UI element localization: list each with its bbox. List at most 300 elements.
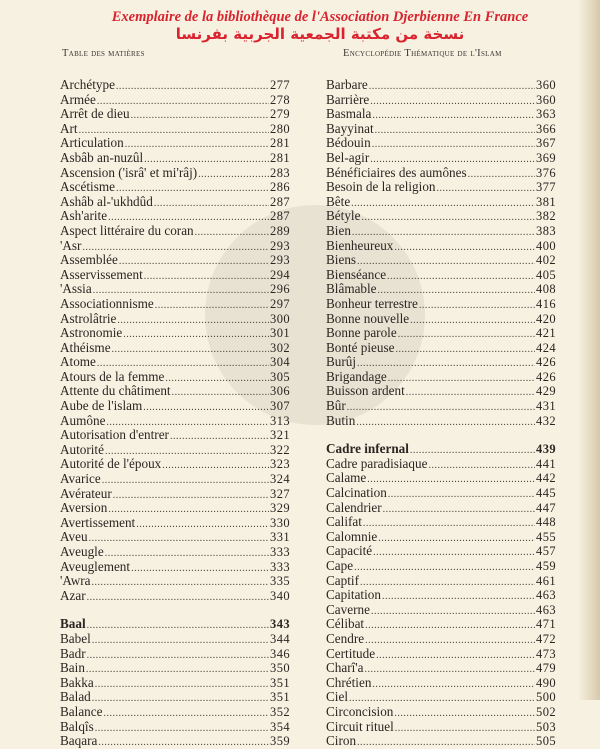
toc-entry-page-number: 278 <box>270 92 290 107</box>
toc-entry[interactable] <box>60 151 290 166</box>
toc-entry-term: Balance <box>60 704 103 719</box>
toc-entry-page-number: 351 <box>270 675 290 690</box>
toc-entry[interactable] <box>326 107 556 122</box>
toc-entry-term: Chrétien <box>326 675 372 690</box>
toc-entry[interactable] <box>60 282 290 297</box>
dot-leader <box>108 211 269 224</box>
toc-entry-page-number: 500 <box>536 690 556 705</box>
dot-leader <box>86 663 269 676</box>
toc-entry-term: Butin <box>326 413 356 428</box>
toc-entry-term: Cendre <box>326 631 365 646</box>
dot-leader <box>105 445 269 458</box>
toc-entry[interactable] <box>60 720 290 735</box>
dot-leader <box>395 722 535 735</box>
group-separator <box>326 428 556 442</box>
toc-entry-page-number: 448 <box>536 515 556 530</box>
toc-entry[interactable] <box>326 617 556 632</box>
toc-entry-page-number: 400 <box>536 238 556 253</box>
toc-entry-page-number: 369 <box>536 150 556 165</box>
toc-entry-term: Asservissement <box>60 267 143 282</box>
toc-entry[interactable] <box>326 297 556 312</box>
dot-leader <box>113 489 269 502</box>
toc-entry[interactable] <box>60 224 290 239</box>
toc-entry[interactable] <box>326 486 556 501</box>
toc-entry-page-number: 429 <box>536 384 556 399</box>
toc-entry-page-number: 472 <box>536 631 556 646</box>
toc-entry-page-number: 447 <box>536 500 556 515</box>
toc-entry-term: Caverne <box>326 602 370 617</box>
toc-entry[interactable] <box>326 355 556 370</box>
toc-entry-term: Baqara <box>60 734 98 749</box>
toc-entry[interactable] <box>326 326 556 341</box>
dot-leader <box>419 299 535 312</box>
toc-entry-page-number: 376 <box>536 165 556 180</box>
dot-leader <box>155 299 269 312</box>
toc-entry[interactable] <box>326 720 556 735</box>
dot-leader <box>93 284 269 297</box>
toc-entry-page-number: 503 <box>536 719 556 734</box>
toc-entry-term: Avérateur <box>60 486 112 501</box>
toc-entry-page-number: 455 <box>536 529 556 544</box>
toc-entry[interactable] <box>60 384 290 399</box>
dot-leader <box>136 518 269 531</box>
dot-leader <box>144 153 269 166</box>
toc-entry-term: Aspect littéraire du coran <box>60 223 194 238</box>
toc-entry-term: Capitation <box>326 588 381 603</box>
toc-entry-term: Astronomie <box>60 326 123 341</box>
toc-entry[interactable] <box>326 442 556 457</box>
toc-entry-page-number: 324 <box>270 472 290 487</box>
toc-entry-term: Bénéficiaires des aumônes <box>326 165 467 180</box>
dot-leader <box>378 532 535 545</box>
dot-leader <box>103 707 269 720</box>
dot-leader <box>437 182 536 195</box>
toc-entry[interactable] <box>60 253 290 268</box>
toc-entry[interactable] <box>60 574 290 589</box>
toc-entry-term: Cape <box>326 559 354 573</box>
toc-entry-page-number: 287 <box>270 209 290 224</box>
toc-entry-page-number: 279 <box>270 107 290 122</box>
dot-leader <box>357 255 535 268</box>
toc-entry[interactable] <box>326 588 556 603</box>
toc-entry-page-number: 463 <box>536 602 556 617</box>
toc-entry[interactable] <box>60 399 290 414</box>
toc-entry[interactable] <box>326 136 556 151</box>
toc-entry[interactable] <box>326 253 556 268</box>
toc-entry[interactable] <box>60 705 290 720</box>
toc-entry[interactable] <box>60 180 290 195</box>
toc-entry-page-number: 473 <box>536 646 556 661</box>
toc-column-right <box>326 78 556 749</box>
toc-entry-page-number: 286 <box>270 180 290 195</box>
toc-entry[interactable] <box>326 414 556 429</box>
toc-entry[interactable] <box>326 224 556 239</box>
toc-entry[interactable] <box>326 151 556 166</box>
dot-leader <box>360 576 535 589</box>
dot-leader <box>365 634 535 647</box>
toc-entry-page-number: 344 <box>270 631 290 646</box>
toc-entry-page-number: 287 <box>270 194 290 209</box>
toc-entry[interactable] <box>60 122 290 137</box>
toc-entry-page-number: 281 <box>270 136 290 151</box>
toc-entry-term: Arrêt de dieu <box>60 107 130 122</box>
dot-leader <box>91 576 269 589</box>
toc-entry-page-number: 277 <box>270 78 290 92</box>
toc-entry[interactable] <box>60 136 290 151</box>
toc-entry-page-number: 402 <box>536 253 556 268</box>
stamp-french: Exemplaire de la bibliothèque de l'Association Djerbienne En France <box>111 9 529 25</box>
dot-leader <box>125 138 269 151</box>
toc-entry-term: Ciel <box>326 690 348 705</box>
toc-entry-page-number: 416 <box>536 296 556 311</box>
toc-entry-page-number: 432 <box>536 413 556 428</box>
toc-entry-term: Captif <box>326 573 359 588</box>
toc-entry[interactable] <box>326 341 556 356</box>
toc-entry[interactable] <box>60 326 290 341</box>
toc-entry[interactable] <box>60 457 290 472</box>
toc-entry[interactable] <box>326 705 556 720</box>
toc-entry[interactable] <box>60 268 290 283</box>
toc-entry-page-number: 321 <box>270 428 290 443</box>
toc-entry[interactable] <box>60 530 290 545</box>
toc-entry-term: Buisson ardent <box>326 384 405 399</box>
toc-entry-term: Circuit rituel <box>326 719 394 734</box>
toc-entry-term: Barbare <box>326 78 368 92</box>
dot-leader <box>347 401 535 414</box>
dot-leader <box>372 109 535 122</box>
toc-entry[interactable] <box>60 355 290 370</box>
dot-leader <box>108 503 269 516</box>
toc-entry-page-number: 301 <box>270 326 290 341</box>
toc-entry-term: Aversion <box>60 501 108 516</box>
toc-entry-page-number: 333 <box>270 545 290 559</box>
toc-entry-term: Aube de l'islam <box>60 399 143 414</box>
toc-entry-page-number: 293 <box>270 238 290 253</box>
toc-entry-page-number: 463 <box>536 588 556 603</box>
toc-entry-page-number: 354 <box>270 719 290 734</box>
toc-entry[interactable] <box>60 487 290 502</box>
toc-entry[interactable] <box>60 516 290 531</box>
toc-entry-term: Bienséance <box>326 267 387 282</box>
toc-group-b-continued <box>326 78 556 428</box>
dot-leader <box>117 314 269 327</box>
dot-leader <box>357 736 535 749</box>
toc-entry[interactable] <box>326 399 556 414</box>
toc-entry[interactable] <box>60 690 290 705</box>
toc-entry-page-number: 420 <box>536 311 556 326</box>
toc-entry[interactable] <box>60 472 290 487</box>
toc-entry-term: Brigandage <box>326 369 387 384</box>
running-head-left: Table des matières <box>62 48 145 59</box>
dot-leader <box>394 241 535 254</box>
toc-entry-page-number: 280 <box>270 121 290 136</box>
toc-entry-term: Biens <box>326 253 357 268</box>
toc-entry-term: Atours de la femme <box>60 369 165 384</box>
toc-entry[interactable] <box>326 690 556 705</box>
toc-entry[interactable] <box>326 632 556 647</box>
dot-leader <box>396 343 536 356</box>
toc-entry[interactable] <box>326 559 556 574</box>
toc-entry[interactable] <box>60 589 290 604</box>
toc-entry-term: Asbâb an-nuzûl <box>60 150 144 165</box>
dot-leader <box>371 605 535 618</box>
dot-leader <box>79 124 269 137</box>
dot-leader <box>172 386 269 399</box>
toc-entry-term: Bayyinat <box>326 121 374 136</box>
toc-entry-term: Aveugle <box>60 545 104 559</box>
toc-entry-page-number: 383 <box>536 223 556 238</box>
toc-entry-term: Bain <box>60 661 85 676</box>
dot-leader <box>351 197 535 210</box>
dot-leader <box>144 270 269 283</box>
page-gutter-shadow <box>578 0 600 700</box>
toc-entry-term: Ashâb al-'ukhdûd <box>60 194 153 209</box>
toc-entry[interactable] <box>326 501 556 516</box>
toc-entry[interactable] <box>60 676 290 691</box>
dot-leader <box>170 430 269 443</box>
toc-entry[interactable] <box>60 107 290 122</box>
dot-leader <box>87 591 269 604</box>
dot-leader <box>387 270 535 283</box>
toc-entry[interactable] <box>326 676 556 691</box>
toc-entry-term: Barrière <box>326 92 370 107</box>
dot-leader <box>97 357 269 370</box>
toc-entry-page-number: 461 <box>536 573 556 588</box>
dot-leader <box>356 416 535 429</box>
toc-entry[interactable] <box>60 560 290 575</box>
toc-entry[interactable] <box>326 530 556 545</box>
toc-entry-page-number: 289 <box>270 223 290 238</box>
toc-entry-page-number: 439 <box>536 442 556 457</box>
dot-leader <box>406 386 535 399</box>
toc-entry-page-number: 360 <box>536 78 556 92</box>
dot-leader <box>410 314 535 327</box>
toc-entry-page-number: 381 <box>536 194 556 209</box>
library-stamp <box>0 9 600 43</box>
toc-group-b <box>60 617 290 748</box>
toc-entry-page-number: 323 <box>270 457 290 472</box>
group-separator <box>60 603 290 617</box>
dot-leader <box>363 517 535 530</box>
toc-entry-term: Autorisation d'entrer <box>60 428 169 443</box>
toc-entry[interactable] <box>326 122 556 137</box>
toc-entry-term: Assemblée <box>60 253 118 268</box>
dot-leader <box>382 590 535 603</box>
toc-entry[interactable] <box>60 428 290 443</box>
dot-leader <box>116 80 269 93</box>
toc-entry-page-number: 426 <box>536 355 556 370</box>
dot-leader <box>376 649 535 662</box>
toc-entry-page-number: 408 <box>536 282 556 297</box>
dot-leader <box>357 357 535 370</box>
toc-entry[interactable] <box>326 574 556 589</box>
dot-leader <box>102 474 269 487</box>
toc-group-c <box>326 442 556 748</box>
toc-entry[interactable] <box>60 209 290 224</box>
toc-entry-page-number: 343 <box>270 617 290 632</box>
toc-entry-term: Charî'a <box>326 661 364 676</box>
toc-entry-term: Astrolâtrie <box>60 311 117 326</box>
toc-entry-page-number: 359 <box>270 734 290 749</box>
toc-entry-term: Bonté pieuse <box>326 340 395 355</box>
toc-entry-page-number: 366 <box>536 121 556 136</box>
dot-leader <box>370 153 535 166</box>
toc-entry-term: Basmala <box>326 107 372 122</box>
toc-entry-page-number: 305 <box>270 369 290 384</box>
toc-entry-page-number: 340 <box>270 588 290 603</box>
toc-entry-term: Badr <box>60 646 86 661</box>
toc-entry[interactable] <box>60 297 290 312</box>
toc-entry-term: Ciron <box>326 734 357 749</box>
dot-leader <box>105 547 269 560</box>
toc-entry-term: Bonne parole <box>326 326 397 341</box>
toc-entry[interactable] <box>60 93 290 108</box>
dot-leader <box>354 561 535 574</box>
dot-leader <box>165 372 269 385</box>
toc-entry-term: Blâmable <box>326 282 377 297</box>
toc-entry[interactable] <box>326 603 556 618</box>
toc-entry[interactable] <box>60 647 290 662</box>
toc-entry-term: Baal <box>60 617 86 632</box>
dot-leader <box>365 619 535 632</box>
toc-entry-term: Bel-agir <box>326 150 370 165</box>
toc-entry-term: Articulation <box>60 136 124 151</box>
dot-leader <box>98 736 269 749</box>
toc-entry-term: Autorité de l'époux <box>60 457 162 472</box>
toc-entry[interactable] <box>326 282 556 297</box>
toc-entry-term: Burûj <box>326 355 357 370</box>
toc-entry-page-number: 304 <box>270 355 290 370</box>
toc-entry-term: Bûr <box>326 399 346 414</box>
toc-entry-term: Cadre paradisiaque <box>326 456 428 471</box>
toc-entry[interactable] <box>326 515 556 530</box>
toc-entry-page-number: 297 <box>270 296 290 311</box>
toc-entry-page-number: 382 <box>536 209 556 224</box>
toc-entry[interactable] <box>60 617 290 632</box>
dot-leader <box>410 444 535 457</box>
toc-entry[interactable] <box>326 661 556 676</box>
toc-entry[interactable] <box>326 370 556 385</box>
toc-entry[interactable] <box>60 166 290 181</box>
toc-entry[interactable] <box>60 661 290 676</box>
toc-entry-term: Bonne nouvelle <box>326 311 410 326</box>
toc-entry[interactable] <box>326 734 556 749</box>
toc-entry-page-number: 283 <box>270 165 290 180</box>
toc-entry-page-number: 307 <box>270 399 290 414</box>
toc-entry-term: Célibat <box>326 617 365 632</box>
toc-entry-page-number: 424 <box>536 340 556 355</box>
toc-entry[interactable] <box>60 501 290 516</box>
toc-entry-term: Certitude <box>326 646 376 661</box>
toc-entry-page-number: 322 <box>270 442 290 457</box>
dot-leader <box>349 692 535 705</box>
toc-entry[interactable] <box>326 239 556 254</box>
toc-entry-term: 'Awra <box>60 574 91 589</box>
toc-entry[interactable] <box>60 632 290 647</box>
toc-entry[interactable] <box>326 268 556 283</box>
toc-entry-page-number: 335 <box>270 574 290 589</box>
dot-leader <box>87 649 269 662</box>
toc-entry[interactable] <box>326 457 556 472</box>
toc-entry-term: Atome <box>60 355 96 370</box>
toc-group-a <box>60 78 290 603</box>
toc-entry[interactable] <box>326 180 556 195</box>
dot-leader <box>95 722 269 735</box>
toc-entry-term: Aveuglement <box>60 559 131 574</box>
toc-entry-page-number: 441 <box>536 456 556 471</box>
toc-entry-term: Bête <box>326 194 351 209</box>
dot-leader <box>97 95 269 108</box>
dot-leader <box>388 488 535 501</box>
toc-entry[interactable] <box>326 78 556 93</box>
toc-entry[interactable] <box>60 414 290 429</box>
toc-entry-term: Bakka <box>60 675 94 690</box>
toc-entry[interactable] <box>326 209 556 224</box>
toc-entry-page-number: 367 <box>536 136 556 151</box>
toc-entry[interactable] <box>60 443 290 458</box>
dot-leader <box>87 619 269 632</box>
dot-leader <box>198 168 269 181</box>
toc-entry-page-number: 300 <box>270 311 290 326</box>
toc-entry-term: Armée <box>60 92 96 107</box>
running-head-right: Encyclopédie Thématique de l'Islam <box>343 48 502 59</box>
toc-entry-term: Calendrier <box>326 500 382 515</box>
toc-entry-term: Capacité <box>326 544 373 559</box>
toc-entry[interactable] <box>60 195 290 210</box>
toc-entry-term: 'Assia <box>60 282 92 297</box>
toc-entry-page-number: 327 <box>270 486 290 501</box>
dot-leader <box>106 416 269 429</box>
toc-entry-page-number: 352 <box>270 704 290 719</box>
dot-leader <box>162 459 269 472</box>
dot-leader <box>428 459 535 472</box>
toc-entry-term: Athéisme <box>60 340 111 355</box>
toc-entry[interactable] <box>326 312 556 327</box>
toc-entry[interactable] <box>60 239 290 254</box>
dot-leader <box>373 546 535 559</box>
toc-entry-page-number: 490 <box>536 675 556 690</box>
dot-leader <box>398 328 535 341</box>
toc-entry[interactable] <box>60 545 290 560</box>
toc-entry[interactable] <box>326 93 556 108</box>
toc-entry[interactable] <box>60 312 290 327</box>
toc-entry-term: Art <box>60 121 78 136</box>
toc-entry[interactable] <box>60 78 290 93</box>
toc-entry[interactable] <box>326 195 556 210</box>
toc-entry-term: Circoncision <box>326 704 394 719</box>
toc-entry-page-number: 281 <box>270 150 290 165</box>
toc-entry-term: Autorité <box>60 442 104 457</box>
toc-entry-page-number: 405 <box>536 267 556 282</box>
toc-entry-page-number: 431 <box>536 399 556 414</box>
toc-entry[interactable] <box>60 341 290 356</box>
toc-entry-term: Bétyle <box>326 209 361 224</box>
toc-entry[interactable] <box>326 544 556 559</box>
toc-entry[interactable] <box>326 647 556 662</box>
dot-leader <box>372 678 535 691</box>
toc-entry[interactable] <box>60 370 290 385</box>
toc-entry-term: Cadre infernal <box>326 442 409 457</box>
toc-entry[interactable] <box>326 166 556 181</box>
dot-leader <box>195 226 269 239</box>
toc-entry[interactable] <box>326 471 556 486</box>
toc-entry-page-number: 426 <box>536 369 556 384</box>
toc-entry-term: 'Asr <box>60 238 82 253</box>
toc-entry[interactable] <box>326 384 556 399</box>
toc-entry[interactable] <box>60 734 290 749</box>
toc-entry-term: Bien <box>326 223 351 238</box>
toc-entry-term: Associationnisme <box>60 296 154 311</box>
